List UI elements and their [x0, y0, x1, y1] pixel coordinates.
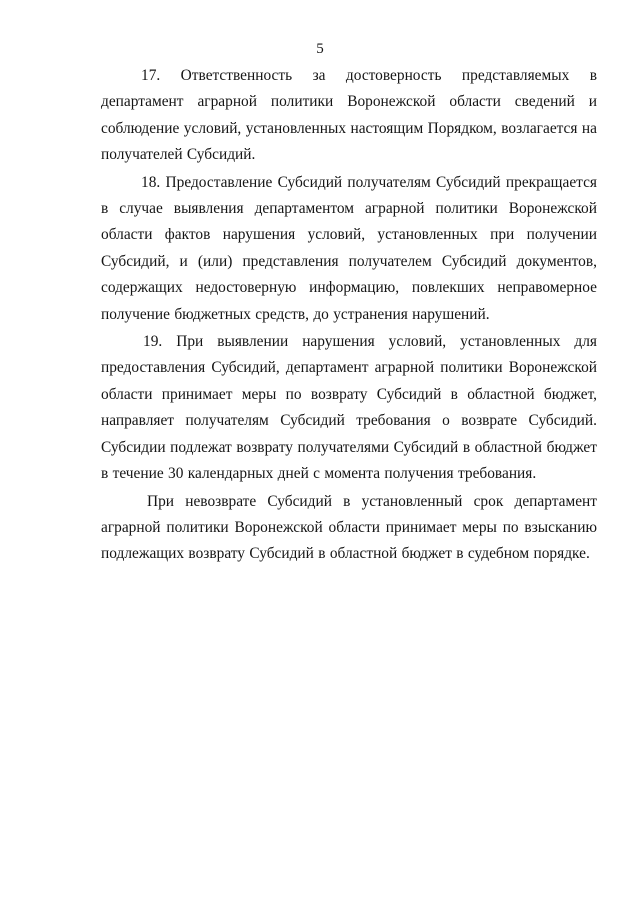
- paragraph-19: 19. При выявлении нарушения условий, установленных для предоставления Субсидий, департамент аграрной политики Воронежской области принимает меры по возврату Субсидий в областной бюджет, направляет получателям Субсидий требования о возврате Субсидий. Субсидии подлежат возврату получателями Субсидий в областной бюджет в течение 30 календарных дней с момента получения требования.: [101, 333, 597, 483]
- paragraph-18: 18. Предоставление Субсидий получателям Субсидий прекращается в случае выявления департаментом аграрной политики Воронежской области фактов нарушения условий, установленных при получении Субсидий, и (или) представления получателем Субсидий документов, содержащих недостоверную информацию, повлекших неправомерное получение бюджетных средств, до устранения нарушений.: [101, 173, 597, 323]
- document-body: [101, 63, 597, 569]
- paragraph-non-return: При невозврате Субсидий в установленный срок департамент аграрной политики Воронежской области принимает меры по взысканию подлежащих возврату Субсидий в областной бюджет в судебном порядке.: [101, 492, 597, 563]
- paragraph-17: 17. Ответственность за достоверность представляемых в департамент аграрной политики Воронежской области сведений и соблюдение условий, установленных настоящим Порядком, возлагается на получателей Субсидий.: [101, 67, 597, 164]
- page-number: 5: [316, 41, 324, 57]
